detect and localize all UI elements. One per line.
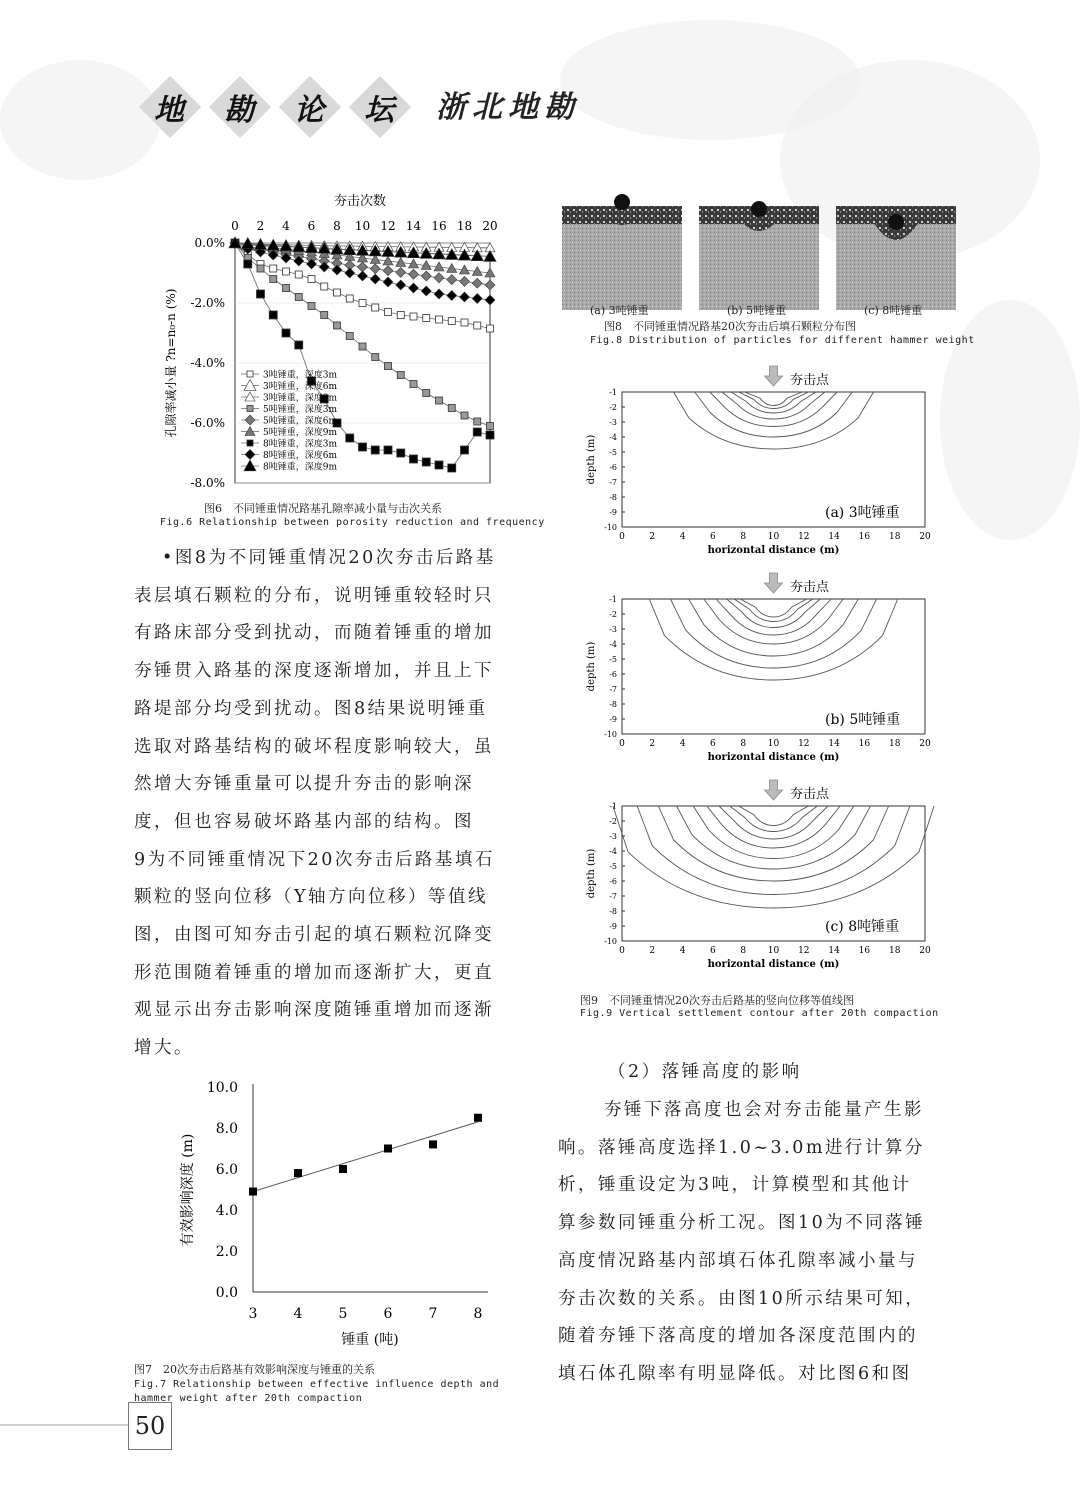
fig9-contour-line (674, 392, 874, 449)
fig6-data-point (485, 280, 495, 290)
fig9-panel-label: (c) 8吨锤重 (825, 919, 900, 935)
fig9-caption-en: Fig.9 Vertical settlement contour after 20th compaction (580, 1008, 939, 1019)
fig9-y-tick-label: -10 (604, 523, 617, 532)
fig6-data-point (461, 412, 468, 419)
fig6-data-point (410, 313, 417, 320)
fig7-y-tick-label: 4.0 (215, 1203, 238, 1219)
fig6-data-point (485, 295, 495, 305)
fig9-caption-cn: 图9 不同锤重情况20次夯击后路基的竖向位移等值线图 (580, 994, 854, 1007)
fig9-contour-line (719, 806, 828, 839)
fig6-data-point (447, 275, 457, 285)
fig9-contour-line (670, 599, 876, 668)
fig9-y-tick-label: -7 (609, 892, 617, 901)
fig6-data-point (370, 264, 380, 274)
journal-title: 浙北地勘 (436, 90, 580, 125)
fig6-data-point (474, 322, 481, 329)
fig6-caption-en: Fig.6 Relationship between porosity reduction and frequency (160, 517, 545, 528)
fig6-data-point (434, 273, 444, 283)
fig8-caption-cn: 图8 不同锤重情况路基20次夯击后填石颗粒分布图 (604, 320, 856, 333)
fig6-y-ticks (190, 236, 225, 490)
fig6-y-tick-label: -2.0% (190, 296, 225, 310)
fig9-x-tick-label: 4 (679, 739, 686, 749)
fig6-data-point (461, 446, 469, 454)
fig9-y-tick-label: -4 (609, 433, 617, 442)
fig6-x-tick-label: 4 (282, 219, 290, 233)
fig7-data-point (339, 1165, 347, 1173)
fig6-data-point (461, 319, 468, 326)
fig6-legend-marker (245, 427, 255, 436)
fig9-y-tick-label: -9 (609, 715, 617, 724)
fig9-contour-line (658, 806, 888, 881)
section-heading: （2）落锤高度的影响 (608, 1062, 802, 1082)
fig7-x-tick-label: 4 (293, 1306, 303, 1322)
fig6-data-point (269, 311, 277, 319)
fig6-data-point (423, 315, 430, 322)
fig6-data-point (283, 268, 290, 275)
fig6-data-point (435, 461, 443, 469)
fig6-legend-marker (247, 440, 253, 446)
fig6-legend-marker (245, 450, 255, 460)
fig7-xlabel: 锤重 (吨) (341, 1332, 399, 1348)
fig6-legend-marker (247, 406, 253, 412)
fig6-y-tick-label: -6.0% (190, 416, 225, 430)
fig9-contour-line (613, 806, 934, 908)
fig9-contour-line (740, 599, 807, 617)
fig6-data-point (460, 276, 470, 286)
fig7-chart (170, 1072, 510, 1362)
fig9-y-tick-label: -6 (609, 877, 617, 886)
fig9-contour-line (693, 806, 854, 859)
fig6-legend-label: 8吨锤重，深度9m (263, 462, 337, 473)
fig9-y-tick-label: -5 (609, 862, 617, 871)
fig9-y-tick-label: -5 (609, 655, 617, 664)
fig6-x-ticks (231, 219, 497, 233)
header-char: 地 (154, 93, 184, 128)
fig9-ylabel: depth (m) (586, 848, 597, 899)
paragraph-line: 析，锤重设定为3吨，计算模型和其他计 (558, 1175, 912, 1196)
fig9-x-tick-label: 14 (828, 532, 840, 542)
fig6-x-tick-label: 14 (405, 219, 422, 233)
paragraph-line: 随着夯锤下落高度的增加各深度范围内的 (558, 1326, 918, 1347)
fig6-data-point (397, 449, 405, 457)
fig9-y-tick-label: -8 (609, 493, 617, 502)
fig6-data-point (359, 443, 367, 451)
fig7-data-point (429, 1140, 437, 1148)
fig9-y-tick-label: -8 (609, 700, 617, 709)
fig9-panel-a (586, 366, 931, 556)
fig6-legend-label: 3吨锤重，深度6m (263, 382, 337, 392)
fig7-caption-cn: 图7 20次夯击后路基有效影响深度与锤重的关系 (134, 1363, 375, 1376)
fig6-legend-marker (245, 392, 255, 401)
paragraph-line: 表层填石颗粒的分布，说明锤重较轻时只 (134, 585, 494, 606)
fig6-data-point (487, 325, 494, 332)
fig9-panel-c (586, 780, 934, 970)
fig6-data-point (383, 266, 393, 276)
fig8-panel-a (562, 194, 682, 310)
fig7-ylabel: 有效影响深度 (m) (180, 1133, 196, 1247)
fig6-data-point (410, 455, 418, 463)
fig7-points (249, 1114, 482, 1196)
fig9-y-tick-label: -1 (609, 802, 617, 811)
fig8-caption-en: Fig.8 Distribution of particles for different hammer weight (590, 335, 975, 346)
fig6-data-point (308, 276, 315, 283)
fig6-data-point (334, 322, 341, 329)
fig7-y-tick-label: 8.0 (215, 1121, 238, 1137)
fig9-y-tick-label: -6 (609, 463, 617, 472)
fig9-xlabel: horizontal distance (m) (707, 545, 840, 556)
fig6-x-tick-label: 12 (380, 219, 396, 233)
body-right (558, 1092, 952, 1394)
paragraph-line: 夯锤贯入路基的深度逐渐增加，并且上下 (134, 661, 494, 682)
fig6-data-point (487, 423, 494, 430)
fig9-x-tick-label: 12 (798, 739, 810, 749)
fig6-data-point (436, 316, 443, 323)
fig9-panel-label: (b) 5吨锤重 (825, 712, 901, 728)
fig6-legend-label: 8吨锤重，深度3m (263, 439, 337, 450)
fig6-y-tick-label: -8.0% (190, 476, 225, 490)
fig6-data-point (346, 295, 353, 302)
fig9-x-tick-label: 0 (619, 946, 625, 956)
fig9-y-tick-label: -9 (609, 508, 617, 517)
fig6-data-point (472, 278, 482, 288)
fig9-strike-point-label: 夯击点 (790, 787, 830, 802)
fig7-data-point (249, 1188, 257, 1196)
fig6-data-point (410, 381, 417, 388)
fig6-legend-marker (244, 380, 256, 391)
fig8-particle-images (560, 190, 960, 340)
header-char: 坛 (364, 93, 394, 128)
fig9-y-tick-label: -10 (604, 730, 617, 739)
fig6-data-point (460, 292, 470, 302)
paragraph-line: 9为不同锤重情况下20次夯击后路基填石 (134, 849, 495, 870)
fig9-y-tick-label: -2 (609, 817, 617, 826)
paragraph-line: 夯锤下落高度也会对夯击能量产生影 (604, 1100, 924, 1120)
fig6-data-point (486, 431, 494, 439)
fig9-x-tick-label: 6 (710, 532, 716, 542)
fig6-chart (155, 188, 515, 498)
fig6-data-point (448, 405, 455, 412)
fig9-contour-line (739, 392, 809, 409)
fig6-data-point (371, 446, 379, 454)
paragraph-line: 观显示出夯击影响深度随锤重增加而逐渐 (134, 1000, 494, 1021)
fig7-y-tick-label: 10.0 (206, 1080, 238, 1096)
fig9-x-tick-label: 12 (798, 532, 810, 542)
fig7-x-tick-label: 6 (383, 1306, 393, 1322)
fig7-y-tick-label: 2.0 (215, 1244, 238, 1260)
fig6-data-point (334, 289, 341, 296)
fig6-data-point (385, 363, 392, 370)
fig9-xlabel: horizontal distance (m) (707, 752, 840, 763)
fig6-data-point (372, 354, 379, 361)
down-arrow-icon (765, 780, 783, 800)
fig9-contour-line (677, 806, 871, 869)
fig6-data-point (280, 240, 292, 251)
body-left (134, 540, 526, 1068)
fig6-data-point (319, 262, 329, 272)
fig6-data-point (346, 333, 353, 340)
fig6-data-point (396, 280, 406, 290)
fig6-legend-label: 5吨锤重，深度6m (263, 416, 337, 427)
fig6-data-point (472, 294, 482, 304)
fig6-data-point (397, 372, 404, 379)
fig6-x-tick-label: 20 (482, 219, 498, 233)
fig6-y-tick-label: -4.0% (190, 356, 225, 370)
fig6-x-tick-label: 6 (307, 219, 316, 233)
fig9-x-tick-label: 14 (828, 739, 840, 749)
fig7-data-point (384, 1145, 392, 1153)
fig9-x-tick-label: 8 (740, 946, 747, 956)
fig6-data-point (436, 397, 443, 404)
paragraph-line: 然增大夯锤重量可以提升夯击的影响深 (134, 774, 474, 795)
fig9-x-tick-label: 18 (888, 946, 901, 956)
fig7-data-point (474, 1114, 482, 1122)
fig6-data-point (257, 290, 265, 298)
fig9-x-tick-label: 8 (740, 739, 747, 749)
fig6-data-point (448, 464, 456, 472)
fig8-panel-c (836, 206, 956, 310)
fig9-x-tick-label: 2 (649, 532, 656, 542)
fig9-y-tick-label: -8 (609, 907, 617, 916)
fig6-data-point (447, 291, 457, 301)
fig9-y-tick-label: -5 (609, 448, 617, 457)
fig6-x-tick-label: 0 (231, 219, 239, 233)
fig9-xlabel: horizontal distance (m) (707, 959, 840, 970)
fig9-x-tick-label: 8 (740, 532, 747, 542)
fig6-data-point (257, 265, 264, 272)
fig6-data-point (473, 428, 481, 436)
fig6-data-point (423, 390, 430, 397)
fig6-legend (241, 369, 337, 473)
fig6-data-point (358, 271, 368, 281)
fig9-y-tick-label: -7 (609, 478, 617, 487)
fig6-data-point (283, 285, 290, 292)
fig6-data-point (370, 274, 380, 284)
fig8-panel-b (699, 201, 819, 310)
paragraph-line: 图，由图可知夯击引起的填石颗粒沉降变 (134, 925, 494, 946)
fig7-x-tick-label: 8 (473, 1306, 483, 1322)
fig9-y-tick-label: -9 (609, 922, 617, 931)
fig9-x-tick-label: 6 (710, 946, 716, 956)
fig7-caption-en-2: hammer weight after 20th compaction (134, 1393, 363, 1404)
fig9-contour-line (730, 806, 818, 832)
fig6-data-point (372, 304, 379, 311)
fig9-x-tick-label: 10 (767, 946, 780, 956)
down-arrow-icon (765, 573, 783, 593)
fig6-data-point (270, 265, 277, 272)
footer-rule (0, 1424, 128, 1426)
fig9-y-tick-label: -1 (609, 595, 617, 604)
fig8-label-b: (b) 5吨锤重 (727, 304, 787, 317)
fig9-y-tick-label: -2 (609, 403, 617, 412)
fig9-x-tick-label: 4 (679, 946, 686, 956)
fig6-data-point (421, 271, 431, 281)
fig6-data-point (385, 309, 392, 316)
paragraph-line: 路堤部分均受到扰动。图8结果说明锤重 (134, 698, 488, 719)
paragraph-line: 响。落锤高度选择1.0~3.0m进行计算分 (558, 1137, 925, 1158)
paragraph-line: 形范围随着锤重的增加而逐渐扩大，更直 (134, 962, 494, 983)
fig6-data-point (321, 283, 328, 290)
fig7-x-tick-label: 3 (248, 1306, 258, 1322)
fig6-data-point (308, 303, 315, 310)
paragraph-line: 度，但也容易破坏路基内部的结构。图 (134, 811, 474, 832)
fig6-data-point (282, 329, 290, 337)
fig9-x-tick-label: 16 (858, 532, 871, 542)
down-arrow-icon (765, 366, 783, 386)
fig6-data-point (383, 277, 393, 287)
fig6-x-tick-label: 2 (256, 219, 265, 233)
fig9-y-tick-label: -6 (609, 670, 617, 679)
fig6-data-point (409, 269, 419, 279)
fig9-x-tick-label: 2 (649, 739, 656, 749)
fig9-ylabel: depth (m) (586, 434, 597, 485)
fig6-legend-label: 3吨锤重，深度9m (263, 393, 337, 404)
fig9-y-tick-label: -3 (609, 418, 617, 427)
fig9-x-tick-label: 14 (828, 946, 840, 956)
fig9-y-tick-label: -4 (609, 640, 617, 649)
fig6-data-point (346, 434, 354, 442)
paragraph-line: 有路床部分受到扰动，而随着锤重的增加 (134, 623, 494, 644)
fig6-xlabel: 夯击次数 (333, 194, 387, 209)
fig9-x-tick-label: 4 (679, 532, 686, 542)
fig9-x-tick-label: 16 (858, 946, 871, 956)
paragraph-line: 增大。 (134, 1038, 194, 1059)
fig6-x-tick-label: 8 (333, 219, 341, 233)
fig9-panel-label: (a) 3吨锤重 (825, 505, 900, 521)
fig6-data-point (345, 268, 355, 278)
header-char: 论 (294, 93, 324, 128)
fig9-panel-b (586, 573, 931, 763)
fig6-data-point (295, 271, 302, 278)
fig6-legend-marker (245, 415, 255, 425)
fig6-data-point (358, 262, 368, 272)
fig8-label-a: (a) 3吨锤重 (590, 304, 649, 317)
header-char: 勘 (224, 93, 254, 128)
fig9-strike-point-label: 夯击点 (790, 373, 830, 388)
fig9-y-tick-label: -4 (609, 847, 617, 856)
fig7-trendline (253, 1122, 478, 1192)
fig9-y-tick-label: -2 (609, 610, 617, 619)
fig6-legend-label: 5吨锤重，深度9m (263, 428, 337, 438)
fig6-data-point (321, 312, 328, 319)
fig7-y-tick-label: 6.0 (215, 1162, 238, 1178)
fig6-data-point (396, 267, 406, 277)
fig6-x-tick-label: 10 (354, 219, 371, 233)
paragraph-line: 填石体孔隙率有明显降低。对比图6和图 (558, 1363, 912, 1384)
fig6-ylabel: 孔隙率减小量 ?n=n₀-n (%) (164, 288, 178, 438)
fig6-y-tick-label: 0.0% (194, 236, 225, 250)
fig8-label-c: (c) 8吨锤重 (864, 304, 923, 317)
fig6-data-point (434, 289, 444, 299)
fig6-legend-label: 5吨锤重，深度3m (263, 405, 337, 415)
fig6-legend-label: 8吨锤重，深度6m (263, 451, 337, 461)
fig6-data-point (295, 341, 303, 349)
paragraph-line: •图8为不同锤重情况20次夯击后路基 (162, 548, 496, 568)
fig6-legend-marker (244, 460, 256, 471)
fig6-data-point (384, 446, 392, 454)
fig9-y-tick-label: -3 (609, 625, 617, 634)
fig6-caption-cn: 图6 不同锤重情况路基孔隙率减小量与击次关系 (204, 502, 442, 515)
fig9-ylabel: depth (m) (586, 641, 597, 692)
fig9-x-tick-label: 6 (710, 739, 716, 749)
fig6-data-point (359, 343, 366, 350)
fig6-data-point (422, 458, 430, 466)
paragraph-line: 选取对路基结构的破坏程度影响较大，虽 (134, 736, 494, 757)
fig9-x-tick-label: 10 (767, 532, 780, 542)
fig9-y-tick-label: -3 (609, 832, 617, 841)
fig9-x-tick-label: 20 (919, 739, 931, 749)
fig9-x-tick-label: 2 (649, 946, 656, 956)
fig6-data-point (448, 318, 455, 325)
fig6-data-point (421, 286, 431, 296)
paragraph-line: 夯击次数的关系。由图10所示结果可知， (558, 1288, 926, 1309)
fig7-x-tick-label: 5 (338, 1306, 348, 1322)
paragraph-line: 高度情况路基内部填石体孔隙率减小量与 (558, 1250, 918, 1271)
fig6-data-point (295, 294, 302, 301)
fig7-x-tick-label: 7 (428, 1306, 438, 1322)
fig6-data-point (270, 276, 277, 283)
fig9-y-tick-label: -7 (609, 685, 617, 694)
fig7-y-tick-label: 0.0 (215, 1285, 238, 1301)
page-number: 50 (128, 1402, 172, 1450)
fig9-x-tick-label: 18 (888, 739, 901, 749)
fig9-x-tick-label: 18 (888, 532, 901, 542)
fig6-legend-label: 3吨锤重，深度3m (263, 370, 337, 381)
fig9-strike-point-label: 夯击点 (790, 580, 830, 595)
fig9-x-tick-label: 0 (619, 739, 625, 749)
fig6-data-point (397, 312, 404, 319)
fig6-data-point (332, 265, 342, 275)
fig7-x-ticks (249, 1306, 483, 1322)
fig9-x-tick-label: 10 (767, 739, 780, 749)
fig6-data-point (244, 260, 252, 268)
fig7-data-point (294, 1169, 302, 1177)
fig9-contour-plots (580, 362, 950, 994)
fig7-y-ticks (207, 1080, 238, 1301)
fig6-legend-marker (247, 371, 253, 377)
fig9-y-tick-label: -10 (604, 937, 617, 946)
fig6-x-tick-label: 18 (456, 219, 473, 233)
fig6-data-point (474, 418, 481, 425)
fig7-caption-en-1: Fig.7 Relationship between effective influence depth and (134, 1379, 500, 1390)
paragraph-line: 颗粒的竖向位移（Y轴方向位移）等值线 (134, 887, 489, 908)
fig9-x-tick-label: 20 (919, 946, 931, 956)
fig6-x-tick-label: 16 (431, 219, 447, 233)
paragraph-line: 算参数同锤重分析工况。图10为不同落锤 (558, 1213, 926, 1234)
fig9-contour-line (707, 806, 840, 848)
background-blossom (0, 60, 160, 180)
fig9-x-tick-label: 16 (858, 739, 871, 749)
fig9-x-tick-label: 20 (919, 532, 931, 542)
fig9-contour-line (695, 392, 853, 437)
fig9-y-tick-label: -1 (609, 388, 617, 397)
fig6-data-point (359, 300, 366, 307)
fig9-x-tick-label: 12 (798, 946, 810, 956)
fig6-data-point (409, 283, 419, 293)
fig9-x-tick-label: 0 (619, 532, 625, 542)
